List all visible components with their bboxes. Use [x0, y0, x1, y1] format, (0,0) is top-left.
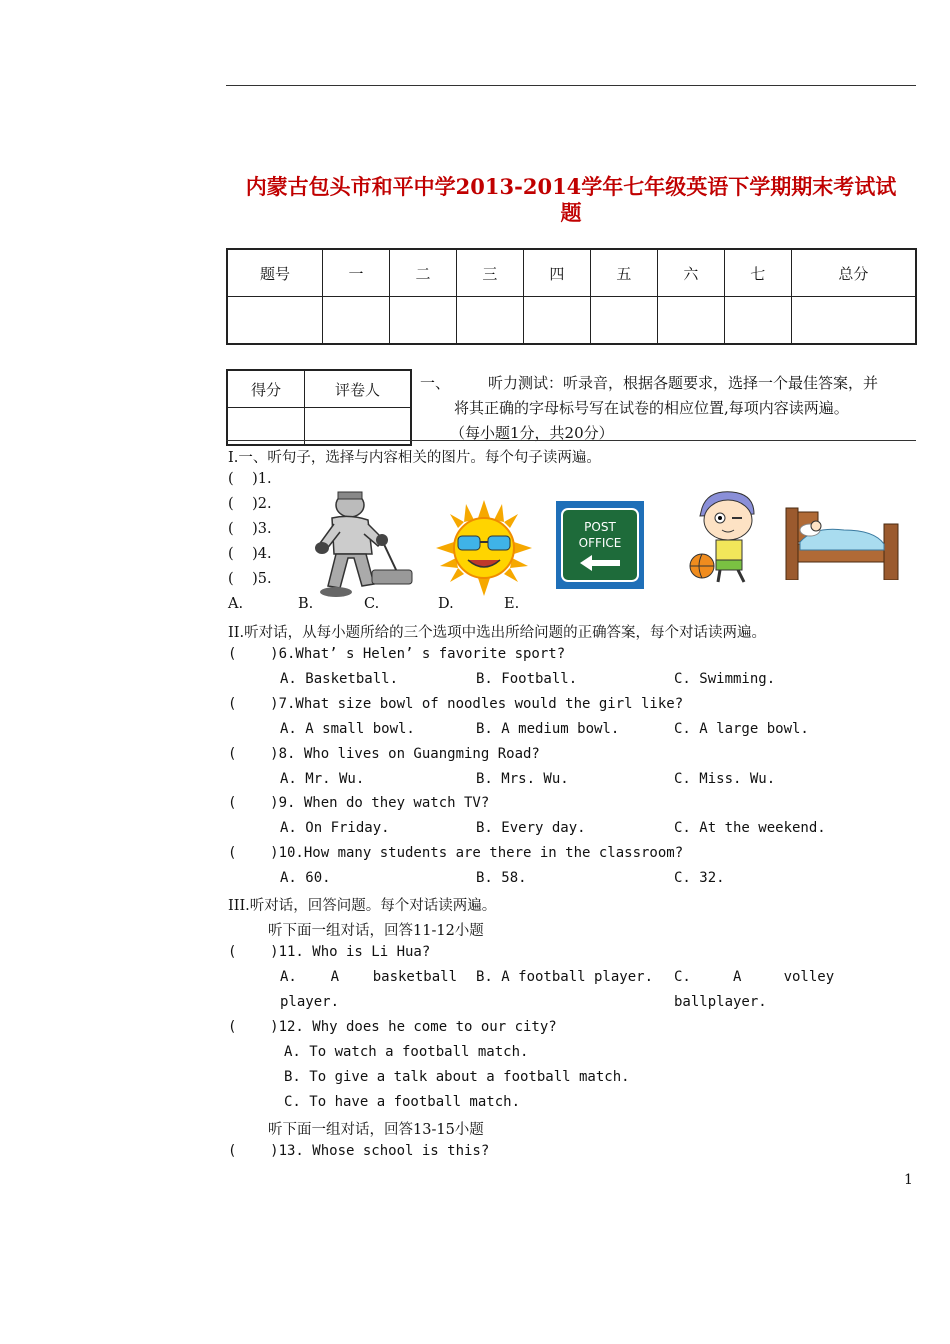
q9-option-a: A. On Friday. [280, 820, 390, 836]
q11-option-c-cont: ballplayer. [674, 994, 767, 1010]
part1-item-2: ( )2. [228, 496, 272, 512]
score-table-header-row [227, 249, 916, 297]
part1-item-3: ( )3. [228, 521, 272, 537]
question-12: ( )12. Why does he come to our city? [228, 1019, 557, 1035]
part3-heading: III.听对话，回答问题。每个对话读两遍。 [228, 898, 497, 914]
score-blank-cell[interactable] [323, 297, 390, 345]
q7-option-b: B. A medium bowl. [476, 721, 620, 737]
score-header-cell: 五 [590, 249, 657, 297]
bed-image [784, 500, 904, 580]
score-header-cell: 四 [523, 249, 590, 297]
score-header-cell: 一 [323, 249, 390, 297]
choice-letter-d: D. [438, 596, 454, 612]
q10-option-b: B. 58. [476, 870, 527, 886]
score-header-cell: 总分 [791, 249, 916, 297]
section1-line1: 听力测试：听录音，根据各题要求，选择一个最佳答案，并 [488, 374, 879, 392]
header-rule [226, 85, 916, 86]
q10-option-c: C. 32. [674, 870, 725, 886]
basketball-boy-image [688, 488, 768, 588]
grader-header-marker: 评卷人 [305, 370, 412, 408]
q12-option-c: C. To have a football match. [284, 1094, 521, 1110]
grader-header-score: 得分 [227, 370, 305, 408]
choice-letter-a: A. [228, 596, 244, 612]
part3-sub2: 听下面一组对话，回答13-15小题 [268, 1122, 484, 1138]
question-11: ( )11. Who is Li Hua? [228, 944, 431, 960]
sign-text-office: OFFICE [578, 536, 622, 550]
q6-option-a: A. Basketball. [280, 671, 399, 687]
question-8: ( )8. Who lives on Guangming Road? [228, 746, 540, 762]
score-header-cell: 题号 [227, 249, 323, 297]
score-header-cell: 三 [456, 249, 523, 297]
q8-option-a: A. Mr. Wu. [280, 771, 365, 787]
score-blank-cell[interactable] [456, 297, 523, 345]
score-blank-cell[interactable] [724, 297, 791, 345]
q6-option-b: B. Football. [476, 671, 578, 687]
question-6: ( )6.What’ s Helen’ s favorite sport? [228, 646, 566, 662]
part1-item-1: ( )1. [228, 471, 272, 487]
q11-option-a-cont: player. [280, 994, 340, 1010]
exam-title-line2: 题 [560, 200, 582, 225]
q8-option-c: C. Miss. Wu. [674, 771, 776, 787]
section1-line2: 将其正确的字母标号写在试卷的相应位置,每项内容读两遍。 [454, 399, 849, 417]
page-number: 1 [904, 1172, 913, 1188]
choice-letter-c: C. [364, 596, 380, 612]
part1-heading: I.一、听句子，选择与内容相关的图片。每个句子读两遍。 [228, 450, 601, 466]
section1-number: 一、 [420, 374, 451, 392]
q8-option-b: B. Mrs. Wu. [476, 771, 569, 787]
q6-option-c: C. Swimming. [674, 671, 776, 687]
q10-option-a: A. 60. [280, 870, 331, 886]
score-header-cell: 六 [657, 249, 724, 297]
q11-option-a: A. A basketball [280, 969, 458, 985]
score-blank-cell[interactable] [523, 297, 590, 345]
score-table [226, 248, 917, 345]
q7-option-c: C. A large bowl. [674, 721, 809, 737]
q9-option-c: C. At the weekend. [674, 820, 826, 836]
post-office-sign-image [556, 501, 644, 589]
question-10: ( )10.How many students are there in the classroom? [228, 845, 684, 861]
score-blank-cell[interactable] [791, 297, 916, 345]
grader-table [226, 369, 412, 446]
q11-option-c: C. A volley [674, 969, 835, 985]
section1-line3: （每小题1分，共20分） [450, 424, 614, 442]
section1-instructions [420, 371, 878, 446]
part3-sub1: 听下面一组对话，回答11-12小题 [268, 923, 484, 939]
q12-option-b: B. To give a talk about a football match. [284, 1069, 630, 1085]
sun-image [436, 500, 532, 596]
part1-item-5: ( )5. [228, 571, 272, 587]
question-13: ( )13. Whose school is this? [228, 1143, 490, 1159]
question-7: ( )7.What size bowl of noodles would the girl like? [228, 696, 684, 712]
sign-text-post: POST [584, 520, 616, 534]
golfer-image [298, 488, 418, 600]
exam-title-line1: 内蒙古包头市和平中学2013-2014学年七年级英语下学期期末考试试 [245, 174, 897, 199]
score-header-cell: 二 [389, 249, 456, 297]
score-table-blank-row [227, 297, 916, 345]
q11-option-b: B. A football player. [476, 969, 654, 985]
score-blank-cell[interactable] [227, 297, 323, 345]
score-blank-cell[interactable] [590, 297, 657, 345]
part1-item-4: ( )4. [228, 546, 272, 562]
score-blank-cell[interactable] [389, 297, 456, 345]
score-blank-cell[interactable] [657, 297, 724, 345]
question-9: ( )9. When do they watch TV? [228, 795, 490, 811]
q12-option-a: A. To watch a football match. [284, 1044, 529, 1060]
part2-heading: II.听对话，从每小题所给的三个选项中选出所给问题的正确答案，每个对话读两遍。 [228, 625, 767, 641]
q9-option-b: B. Every day. [476, 820, 586, 836]
choice-letter-b: B. [298, 596, 314, 612]
q7-option-a: A. A small bowl. [280, 721, 415, 737]
score-header-cell: 七 [724, 249, 791, 297]
choice-letter-e: E. [504, 596, 520, 612]
section1-rule [226, 440, 916, 441]
